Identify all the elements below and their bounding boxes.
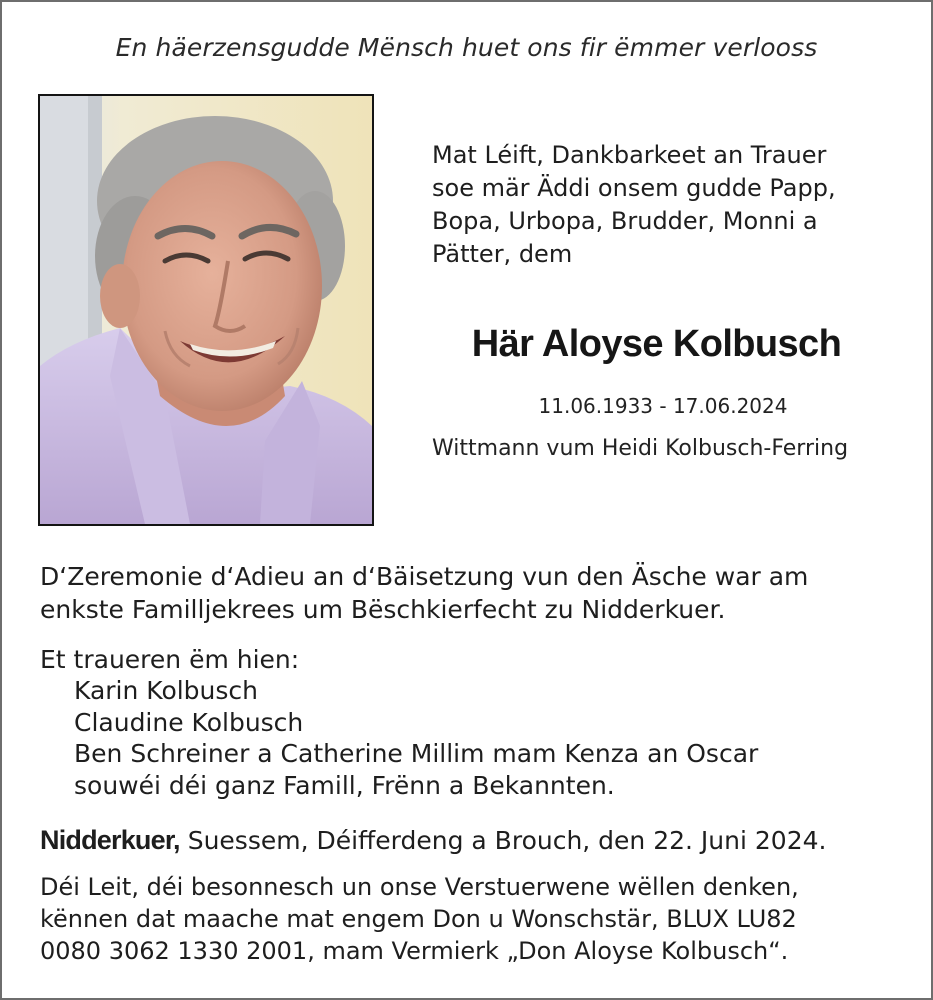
life-dates: 11.06.1933 - 17.06.2024 (538, 394, 788, 418)
mourners-title: Et traueren ëm hien: (40, 645, 300, 674)
mourners-list (74, 675, 758, 801)
donation-line: kënnen dat maache mat engem Don u Wonschstär, BLUX LU82 (40, 905, 797, 933)
place-rest: Suessem, Déifferdeng a Brouch, den 22. Juni 2024. (179, 826, 827, 855)
deceased-name: Här Aloyse Kolbusch (471, 323, 842, 365)
intro-line: soe mär Äddi onsem gudde Papp, (432, 174, 836, 202)
ceremony-text (40, 560, 808, 626)
portrait-photo (38, 94, 374, 526)
donation-line: Déi Leit, déi besonnesch un onse Verstuerwene wëllen denken, (40, 873, 799, 901)
intro-line: Mat Léift, Dankbarkeet an Trauer (432, 141, 827, 169)
intro-text (432, 139, 912, 271)
intro-line: Bopa, Urbopa, Brudder, Monni a (432, 207, 818, 235)
motto-line: En häerzensgudde Mënsch huet ons fir ëmmer verlooss (115, 33, 818, 62)
donation-text (40, 871, 799, 967)
widower-line: Wittmann vum Heidi Kolbusch-Ferring (432, 436, 849, 461)
ceremony-line: enkste Familljekrees um Bëschkierfecht zu Nidderkuer. (40, 595, 726, 624)
place-town: Nidderkuer, (40, 825, 180, 855)
donation-line: 0080 3062 1330 2001, mam Vermierk „Don Aloyse Kolbusch“. (40, 937, 789, 965)
mourner-item: souwéi déi ganz Famill, Frënn a Bekannten. (74, 770, 615, 800)
place-date-line (40, 824, 826, 857)
intro-line: Pätter, dem (432, 240, 573, 268)
mourner-item: Karin Kolbusch (74, 676, 259, 705)
ceremony-line: D‘Zeremonie d‘Adieu an d‘Bäisetzung vun den Äsche war am (40, 562, 809, 591)
mourner-item: Ben Schreiner a Catherine Millim mam Kenza an Oscar (74, 739, 759, 768)
mourner-item: Claudine Kolbusch (74, 707, 304, 737)
